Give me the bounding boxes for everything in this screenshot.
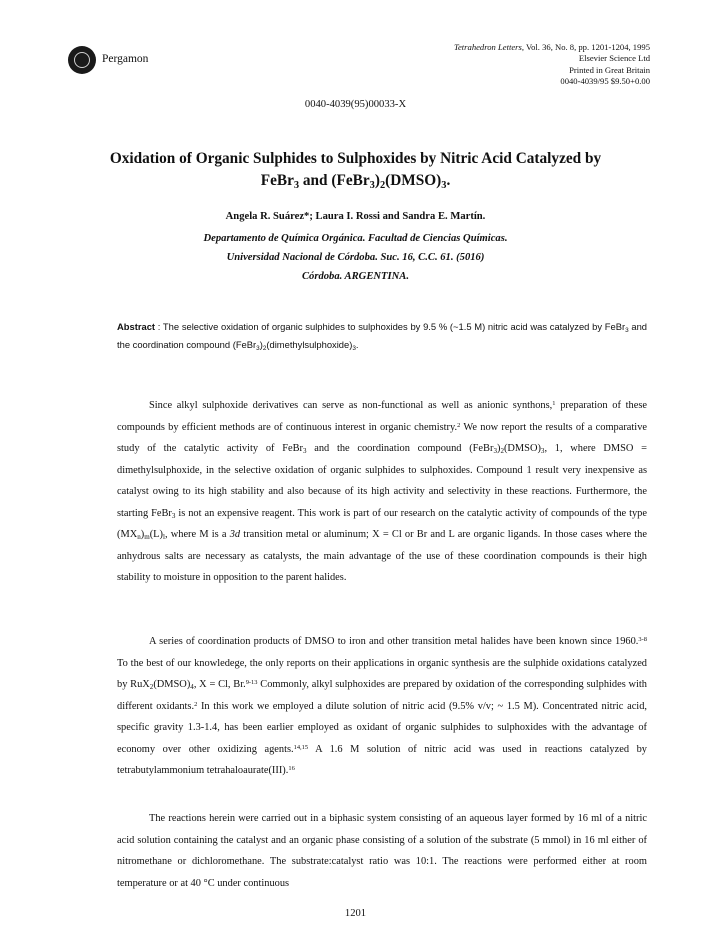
title-line-2: FeBr$_3$ and $(FeBr_3)_2(DMSO)_3$. (260, 172, 451, 191)
publisher-line: Elsevier Science Ltd (578, 53, 650, 64)
body-paragraph-2: A series of coordination products of DMSO to iron and other transition metal halides have been known since 1960.$^{3-8}$ To the best of our knowledege, the only reports on their applications in organic synthesis are the sulphide oxidations catalyzed by $RuX_2(DMSO)_4$, X = Cl, Br.$^{9-13}$ Commonly, alkyl sulphoxides are prepared by oxidation of the corresponding sulphides with different oxidants.$^2$ In this work we employed a dilute solution of nitric acid (9.5% v/v; ~ 1.5 M). Concentrated nitric acid, specific gravity 1.3-1.4, has been earlier employed as oxidant of organic sulphides to sulphoxides with the advantage of economy over other oxidizing agents.$^{14,15}$ A 1.6 M solution of nitric acid was used in reactions catalyzed by tetrabutylammonium tetrahaloaurate(III).$^{16}$ (117, 635, 648, 776)
affiliation-line-2: Universidad Nacional de Córdoba. Suc. 16, C.C. 61. (5016) (226, 252, 485, 263)
logo-ring (74, 52, 90, 68)
publisher-logo-icon (68, 46, 96, 74)
abstract: Abstract : The selective oxidation of organic sulphides to sulphoxides by 9.5 % (~1.5 M) nitric acid was catalyzed by FeBr$_3$ and the coordination compound $(FeBr_3)_2(dimethylsulphoxide)_3$. (117, 321, 647, 352)
printed-line: Printed in Great Britain (569, 64, 650, 75)
page-number: 1201 (344, 908, 367, 919)
abstract-label: Abstract (117, 321, 156, 332)
journal-citation: Tetrahedron Letters, Vol. 36, No. 8, pp. 1201-1204, 1995 (453, 42, 650, 52)
journal-info (454, 42, 650, 88)
title-line-1: Oxidation of Organic Sulphides to Sulphoxides by Nitric Acid Catalyzed by (109, 150, 602, 167)
affiliation-line-3: Córdoba. ARGENTINA. (301, 271, 410, 282)
price-code: 0040-4039/95 $9.50+0.00 (560, 76, 650, 87)
journal-name: Tetrahedron Letters (453, 42, 522, 52)
affiliation (0, 229, 711, 286)
author-list: Angela R. Suárez*; Laura I. Rossi and Sandra E. Martín. (225, 211, 486, 222)
paper-title (60, 148, 651, 192)
body-paragraph-1: Since alkyl sulphoxide derivatives can serve as non-functional as well as anionic synthons,$^1$ preparation of these compounds by efficient methods are of continuous interest in organic chemistry.$^2$ We now report the results of a comparative study of the catalytic activity of FeBr$_3$ and the coordination compound $(FeBr_3)_2(DMSO)_3$, 1, where DMSO = dimethylsulphoxide, in the selective oxidation of organic sulphides to sulphoxides. Compound 1 result very inexpensive as catalyst owing to its high stability and also because of its high activity and selectivity in these reactions. Furthermore, the starting FeBr$_3$ is not an expensive reagent. This work is part of our research on the catalytic activity of compounds of the type $(MX_n)_m(L)_l$, where M is a 3d transition metal or aluminum; X = Cl or Br and L are organic ligands. In those cases where the anhydrous salts are necessary as catalysts, the main advantage of the use of these coordination compounds is their high stability to moisture in opposition to the parent halides. (117, 399, 647, 583)
article-code: 0040-4039(95)00033-X (304, 99, 407, 110)
body-paragraph-3: The reactions herein were carried out in a biphasic system consisting of an aqueous layer formed by 16 ml of a nitric acid solution containing the catalyst and an organic phase consisting of a solution of the substrate (5 mmol) in 16 ml either of nitromethane or dichloromethane. The substrate:catalyst ratio was 10:1. The reactions were performed either at room temperature or at 40 °C under continuous (117, 813, 647, 889)
publisher-name: Pergamon (102, 53, 149, 65)
affiliation-line-1: Departamento de Química Orgánica. Facultad de Ciencias Químicas. (203, 233, 508, 244)
